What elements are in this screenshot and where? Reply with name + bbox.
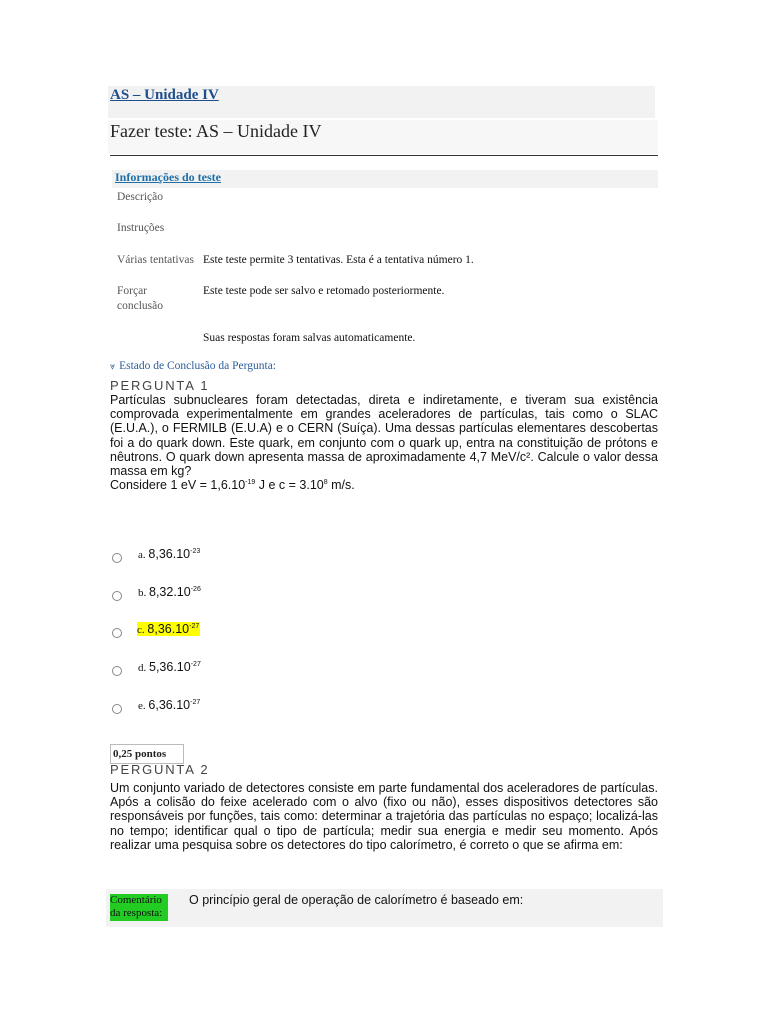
info-label-force-completion: Forçar conclusão: [117, 285, 163, 312]
status-label: Estado de Conclusão da Pergunta:: [119, 360, 277, 372]
option-a-radio[interactable]: [112, 553, 122, 563]
option-e-radio[interactable]: [112, 704, 122, 714]
question-2-heading: PERGUNTA 2: [110, 762, 210, 777]
option-b[interactable]: b. $8,32.10^{-26}$: [138, 585, 201, 599]
title-divider: [110, 155, 658, 156]
option-d[interactable]: d. $5,36.10^{-27}$: [138, 660, 201, 674]
double-chevron-down-icon: ⩔: [110, 362, 116, 372]
option-b-radio[interactable]: [112, 591, 122, 601]
feedback-text: O princípio geral de operação de calorímetro é baseado em:: [189, 893, 524, 907]
question-1-body: Partículas subnucleares foram detectadas, direta e indiretamente, e tiveram sua existência comprovada experimentalmente em grandes aceleradores de partículas, tais como o SLAC (E.U.A.), o FERMILB (E.U.A) e o CERN (Suíça). Uma dessas partículas elementares descobertas foi a do quark down. Este quark, em conjunto com o quark up, entra na constituição de prótons e nêutrons. O quark down apresenta massa de aproximadamente 4,7 MeV/c². Calcule o valor dessa massa em kg?: [110, 393, 658, 479]
feedback-label: Comentário da resposta:: [110, 894, 168, 921]
info-label-instructions: Instruções: [117, 222, 165, 234]
question-status[interactable]: [110, 360, 276, 372]
option-c-radio[interactable]: [112, 628, 122, 638]
question-1-heading: PERGUNTA 1: [110, 378, 210, 393]
question-1-points: 0,25 pontos: [110, 744, 184, 764]
option-e[interactable]: e. $6,36.10^{-27}$: [138, 698, 201, 712]
question-2-text: Um conjunto variado de detectores consiste em parte fundamental dos aceleradores de partículas. Após a colisão do feixe acelerado com o alvo (fixo ou não), esses dispositivos detectores são responsáveis por funções, tais como: determinar a trajetória das partículas no espaço; localizá-las no tempo; identificar qual o tipo de partícula; medir sua energia e medir seu momento. Após realizar uma pesquisa sobre os detectores do tipo calorímetro, é correto o que se afirma em:: [110, 781, 658, 852]
option-a[interactable]: a. $8,36.10^{-23}$: [138, 547, 201, 561]
option-d-radio[interactable]: [112, 666, 122, 676]
question-1-text: [110, 393, 658, 492]
option-c[interactable]: c. $8,36.10^{-27}$: [137, 622, 200, 636]
info-value-attempts: Este teste permite 3 tentativas. Esta é a tentativa número 1.: [203, 254, 474, 266]
info-label-description: Descrição: [117, 191, 163, 203]
info-value-force-completion: Este teste pode ser salvo e retomado posteriormente.: [203, 285, 445, 297]
page-title: Fazer teste: AS – Unidade IV: [110, 121, 322, 141]
info-label-attempts: Várias tentativas: [117, 254, 194, 266]
autosave-message: Suas respostas foram salvas automaticamente.: [203, 332, 416, 344]
question-1-consider: Considere 1 eV = $1,6.10^{-19}$ J e $c = 3.10^8$ m/s.: [110, 478, 355, 493]
test-info-heading[interactable]: Informações do teste: [115, 170, 221, 184]
breadcrumb-link[interactable]: AS – Unidade IV: [110, 87, 219, 103]
